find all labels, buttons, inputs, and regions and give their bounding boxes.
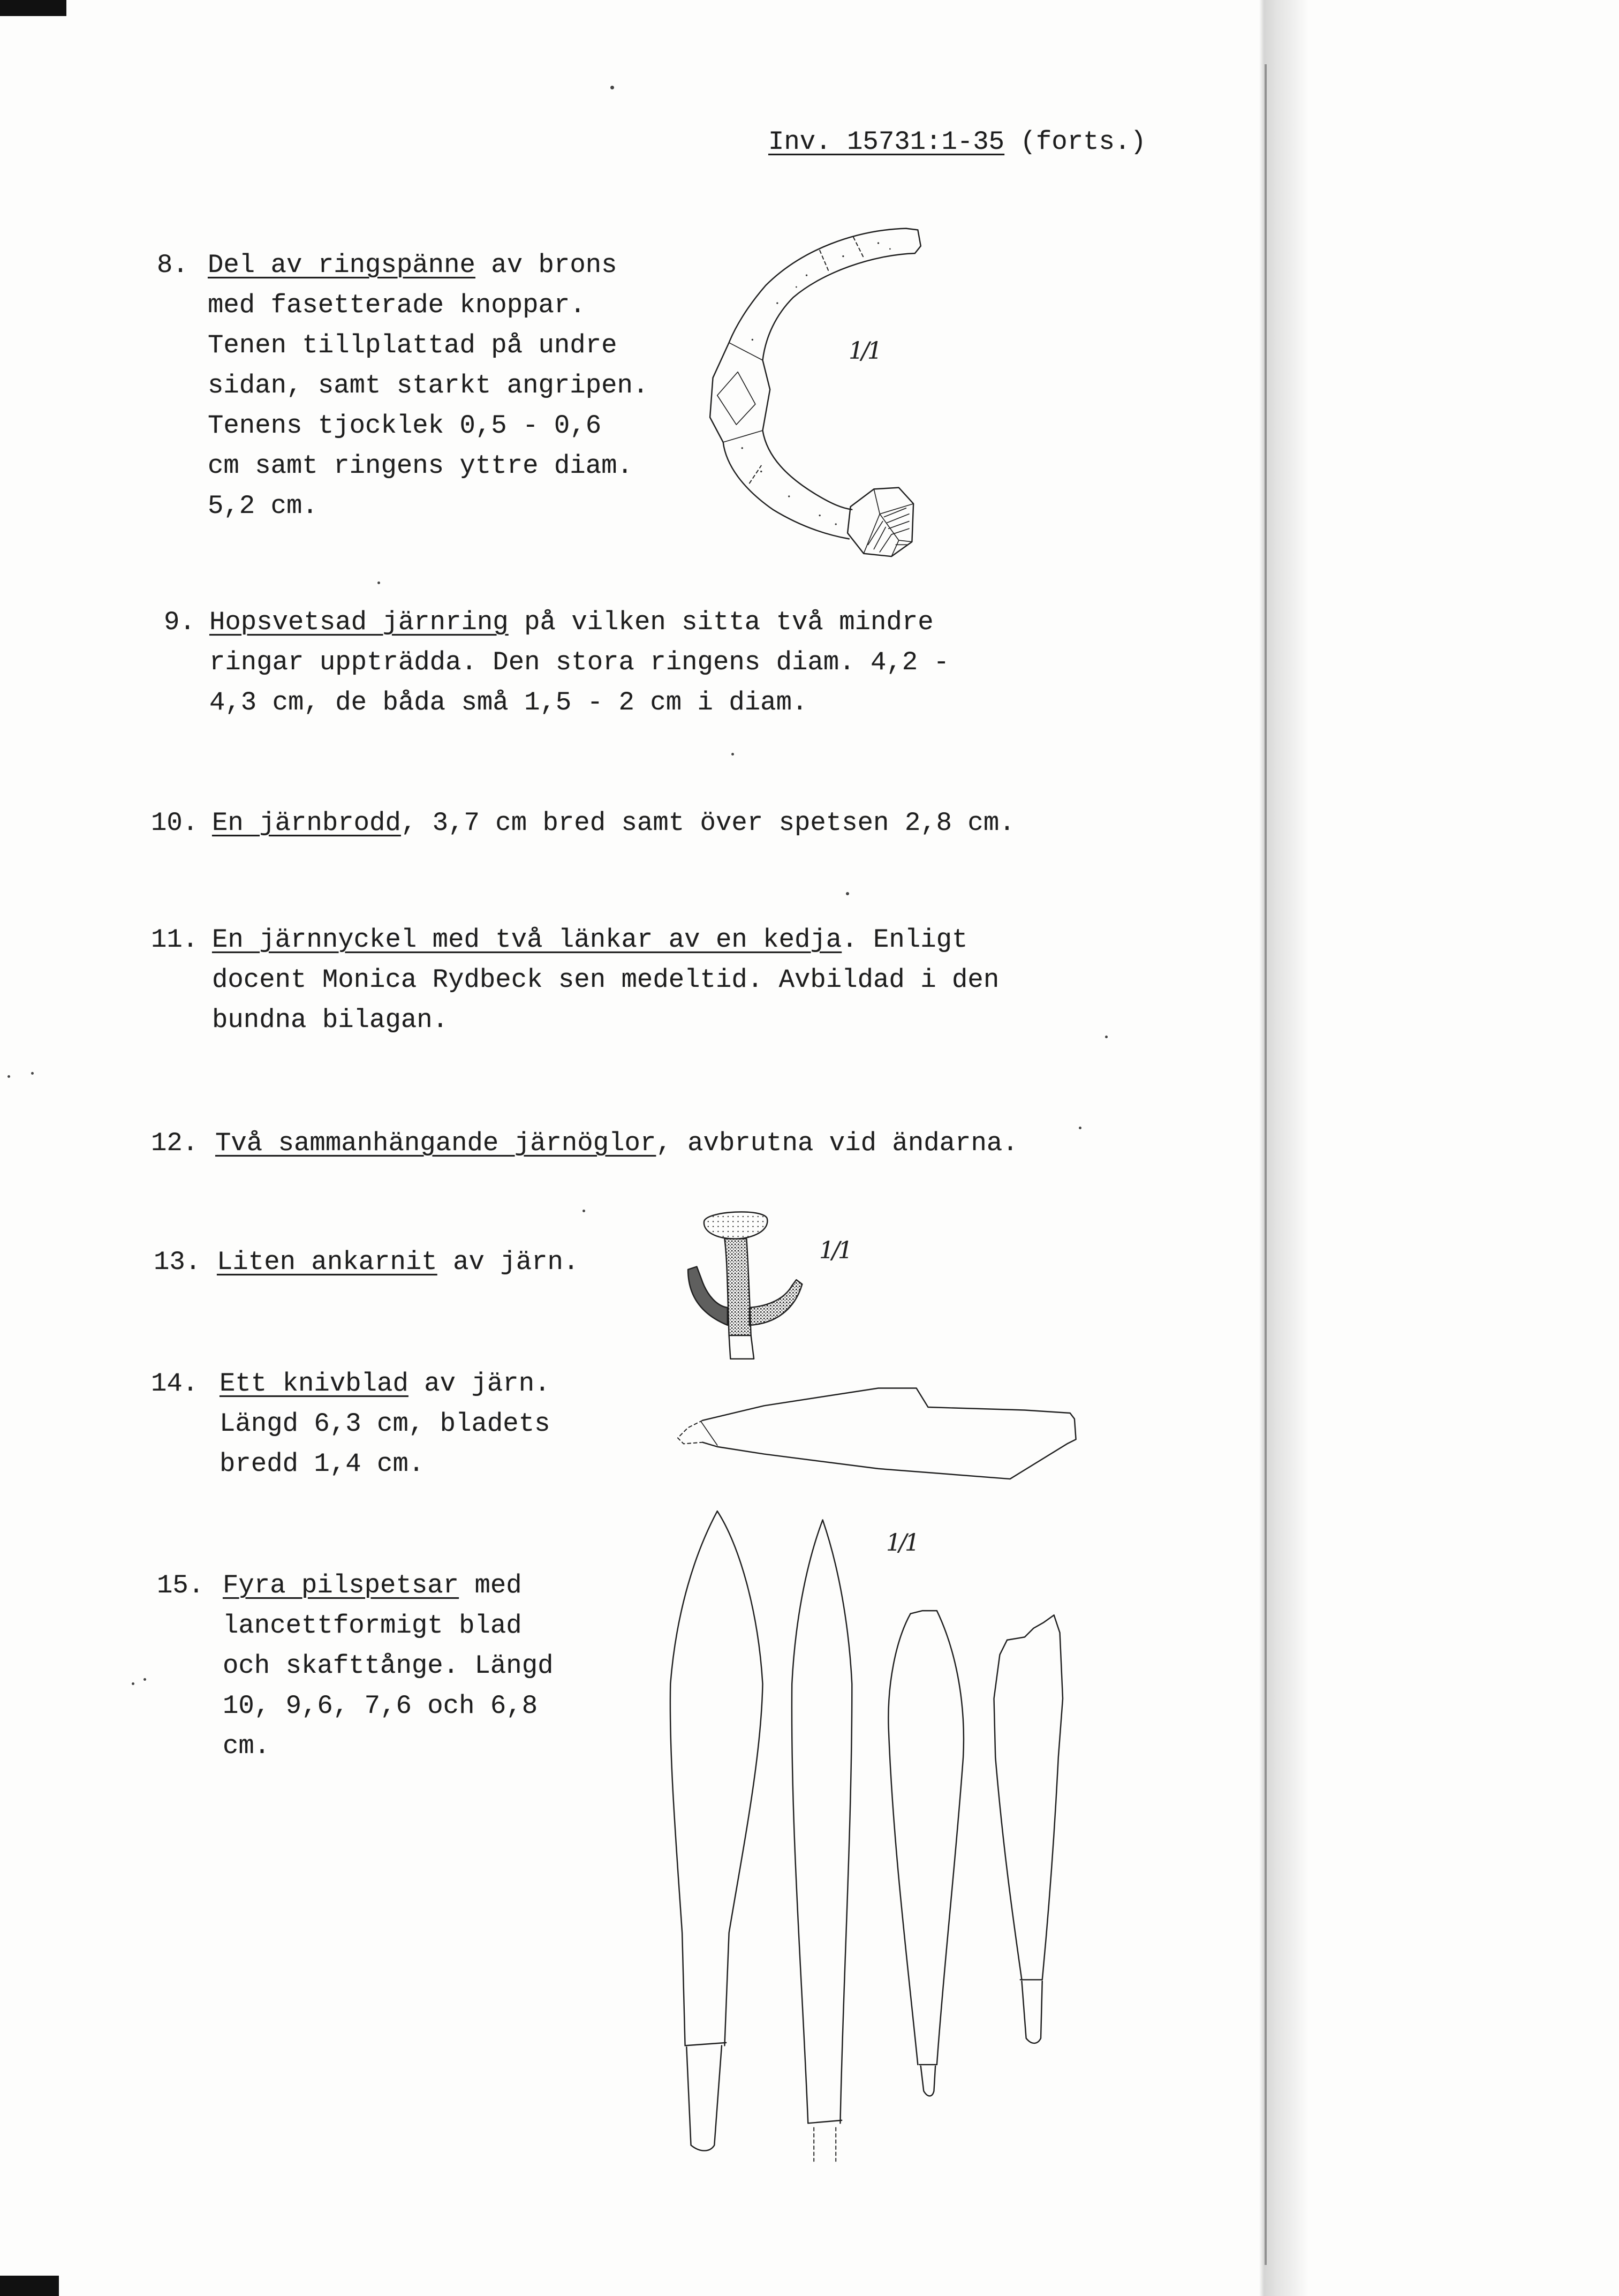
ring-facet-knob	[717, 343, 763, 442]
entry-title: Fyra pilspetsar	[223, 1570, 459, 1600]
scale-label: 1/1	[886, 1529, 918, 1557]
ring-outer-edge	[710, 229, 906, 539]
scan-speck	[132, 1682, 134, 1685]
text-line: 5,2 cm.	[208, 491, 318, 521]
knife-missing-tip	[678, 1421, 702, 1444]
ring-stippling	[742, 242, 891, 525]
text-line	[215, 1123, 1018, 1164]
rivet-head	[704, 1212, 767, 1238]
text-run: av järn.	[408, 1369, 550, 1399]
entry-title: Liten ankarnit	[217, 1247, 437, 1277]
text-line: Tenens tjocklek 0,5 - 0,6	[208, 411, 602, 441]
anchor-rivet-drawing	[688, 1212, 802, 1358]
ring-terminal	[906, 229, 920, 253]
text-line: bredd 1,4 cm.	[220, 1449, 425, 1479]
anchor-arm-left	[688, 1267, 728, 1325]
scan-speck	[1105, 1036, 1108, 1038]
entry-number: 8.	[157, 250, 188, 280]
entry-text	[209, 602, 949, 723]
text-line: 10, 9,6, 7,6 och 6,8	[223, 1691, 538, 1721]
text-line	[223, 1566, 554, 1606]
inventory-header	[768, 122, 1146, 162]
text-line: lancettformigt blad	[223, 1611, 522, 1641]
scan-corner-mark	[0, 0, 66, 16]
knife-break-line	[701, 1422, 717, 1445]
text-line: sidan, samt starkt angripen.	[208, 371, 649, 401]
scan-speck	[143, 1678, 146, 1681]
text-line	[209, 602, 949, 643]
knife-outline	[702, 1388, 1076, 1479]
text-line: cm samt ringens yttre diam.	[208, 451, 633, 481]
rivet-foot	[729, 1335, 754, 1359]
entry-title: Hopsvetsad järnring	[209, 607, 509, 637]
text-line	[208, 245, 648, 285]
entry-number: 9.	[164, 607, 195, 637]
scan-speck	[7, 1075, 10, 1078]
binding-edge-line	[1265, 64, 1267, 2265]
entry-text	[208, 245, 648, 526]
scan-speck	[610, 86, 614, 89]
arrowhead-tang	[686, 2045, 722, 2150]
inventory-number: Inv. 15731:1-35	[768, 127, 1005, 157]
arrowhead-drawing-1	[670, 1511, 763, 2150]
text-run: , avbrutna vid ändarna.	[656, 1128, 1018, 1158]
text-line: Längd 6,3 cm, bladets	[220, 1409, 550, 1439]
entry-number: 15.	[157, 1570, 205, 1600]
continuation-note: (forts.)	[1004, 127, 1146, 157]
text-line: bundna bilagan.	[212, 1005, 449, 1035]
ring-detail-lines	[750, 237, 864, 483]
arrowhead-tang	[921, 2066, 935, 2096]
entry-title: Del av ringspänne	[208, 250, 475, 280]
entry-text	[223, 1566, 554, 1766]
entry-number: 11.	[151, 925, 199, 955]
ring-end-knob	[848, 488, 913, 557]
text-line: Tenen tillplattad på undre	[208, 330, 617, 360]
entry-text	[212, 920, 999, 1040]
scan-corner-mark	[0, 2276, 59, 2296]
entry-title: Ett knivblad	[220, 1369, 408, 1399]
ring-inner-edge	[763, 253, 915, 510]
scan-speck	[31, 1072, 34, 1075]
text-line: docent Monica Rydbeck sen medeltid. Avbildad i den	[212, 965, 1000, 995]
text-line: med fasetterade knoppar.	[208, 290, 586, 320]
entry-title: Två sammanhängande järnöglor	[215, 1128, 656, 1158]
entry-number: 10.	[151, 808, 199, 838]
scan-speck	[1079, 1127, 1081, 1129]
arrowhead-drawing-4	[994, 1615, 1063, 2043]
text-run: på vilken sitta två mindre	[508, 607, 934, 637]
entry-title: En järnbrodd	[212, 808, 401, 838]
text-run: . Enligt	[842, 925, 968, 955]
arrowhead-tang	[814, 2128, 836, 2162]
arrowhead-drawing-2	[792, 1520, 852, 2162]
text-line: och skafttånge. Längd	[223, 1651, 554, 1681]
entry-text	[220, 1364, 550, 1484]
scan-speck	[377, 581, 380, 584]
text-line: 4,3 cm, de båda små 1,5 - 2 cm i diam.	[209, 688, 808, 718]
text-line	[220, 1364, 550, 1404]
scale-label: 1/1	[849, 337, 880, 365]
arrowhead-drawing-3	[888, 1611, 964, 2096]
text-line	[217, 1242, 579, 1282]
text-line	[212, 803, 1015, 843]
text-run: med	[459, 1570, 522, 1600]
scan-speck	[846, 892, 849, 895]
arrowhead-tang	[1022, 1981, 1042, 2043]
knife-blade-drawing	[678, 1388, 1076, 1479]
text-line: cm.	[223, 1731, 270, 1761]
entry-text	[215, 1123, 1018, 1164]
rivet-shank	[724, 1239, 751, 1335]
scan-speck	[582, 1210, 585, 1212]
anchor-arm-right	[750, 1280, 802, 1325]
entry-number: 13.	[154, 1247, 201, 1277]
entry-text	[212, 803, 1015, 843]
text-line	[212, 920, 999, 960]
text-line: ringar uppträdda. Den stora ringens diam. 4,2 -	[209, 647, 950, 677]
text-run: av järn.	[437, 1247, 579, 1277]
scale-label: 1/1	[819, 1237, 851, 1264]
entry-title: En järnnyckel med två länkar av en kedja	[212, 925, 842, 955]
scan-speck	[731, 753, 734, 756]
text-run: , 3,7 cm bred samt över spetsen 2,8 cm.	[400, 808, 1015, 838]
entry-number: 12.	[151, 1128, 199, 1158]
text-run: av brons	[475, 250, 617, 280]
entry-text	[217, 1242, 579, 1282]
ring-brooch-drawing	[710, 229, 921, 557]
entry-number: 14.	[151, 1369, 199, 1399]
